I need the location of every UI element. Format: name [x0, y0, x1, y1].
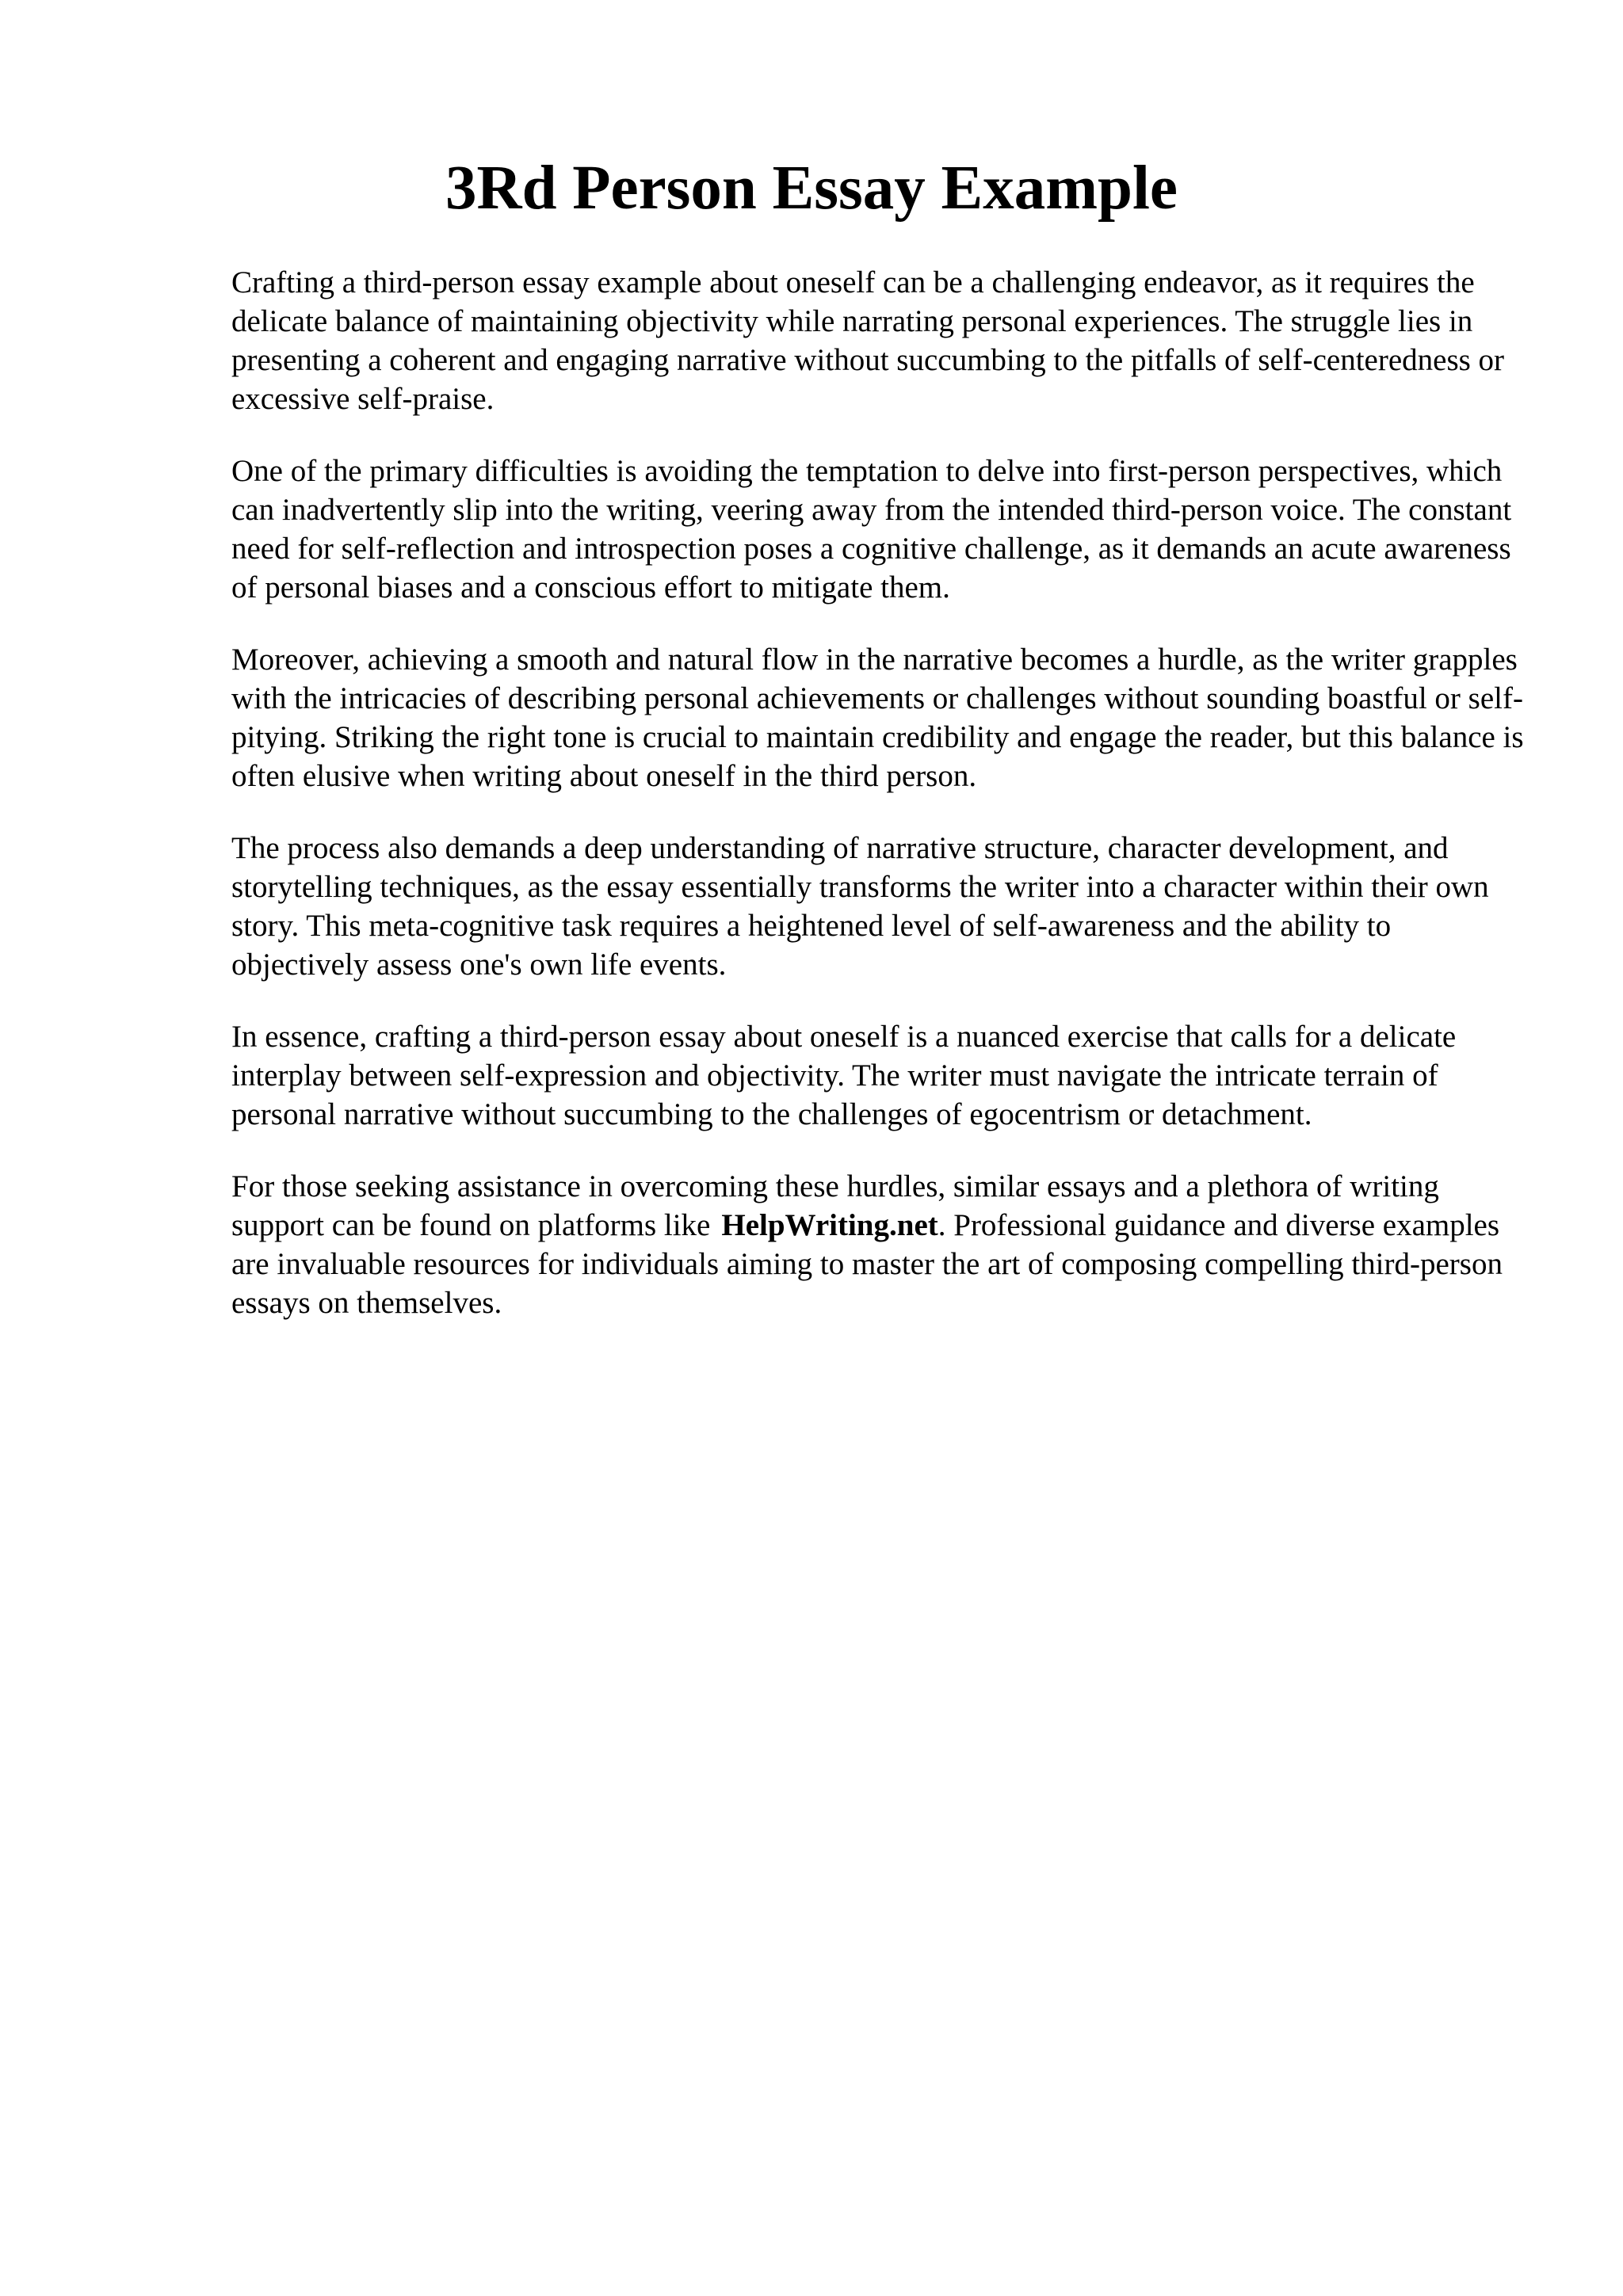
paragraph-closing	[231, 1167, 1531, 1322]
paragraph-3: Moreover, achieving a smooth and natural flow in the narrative becomes a hurdle, as the writer grapples with the intricacies of describing personal achievements or challenges without sounding boastful or self-pitying. Striking the right tone is crucial to maintain credibility and engage the reader, but this balance is often elusive when writing about oneself in the third person.	[231, 643, 1524, 793]
paragraph-2: One of the primary difficulties is avoiding the temptation to delve into first-person perspectives, which can inadvertently slip into the writing, veering away from the intended third-person voice. The constant need for self-reflection and introspection poses a cognitive challenge, as it demands an acute awareness of personal biases and a conscious effort to mitigate them.	[231, 454, 1512, 605]
closing-text-before-link: For those seeking assistance in overcoming these hurdles, similar essays and a plethora of writing support can be found on platforms like	[231, 1169, 1439, 1242]
paragraph-1: Crafting a third-person essay example about oneself can be a challenging endeavor, as it requires the delicate balance of maintaining objectivity while narrating personal experiences. The struggle lies in presenting a coherent and engaging narrative without succumbing to the pitfalls of self-centeredness or excessive self-praise.	[231, 265, 1505, 416]
paragraph-5: In essence, crafting a third-person essay about oneself is a nuanced exercise that calls for a delicate interplay between self-expression and objectivity. The writer must navigate the intricate terrain of personal narrative without succumbing to the challenges of egocentrism or detachment.	[231, 1020, 1457, 1131]
helpwriting-link[interactable]: HelpWriting.net	[721, 1208, 938, 1242]
page-title: 3Rd Person Essay Example	[445, 154, 1178, 223]
closing-text-after-link: . Professional guidance and diverse examples are invaluable resources for individuals aiming to master the art of composing compelling third-person essays on themselves.	[231, 1208, 1503, 1320]
essay-body	[231, 263, 1531, 1356]
paragraph-4: The process also demands a deep understanding of narrative structure, character development, and storytelling techniques, as the essay essentially transforms the writer into a character within their own story. This meta-cognitive task requires a heightened level of self-awareness and the ability to objectively assess one's own life events.	[231, 831, 1489, 982]
